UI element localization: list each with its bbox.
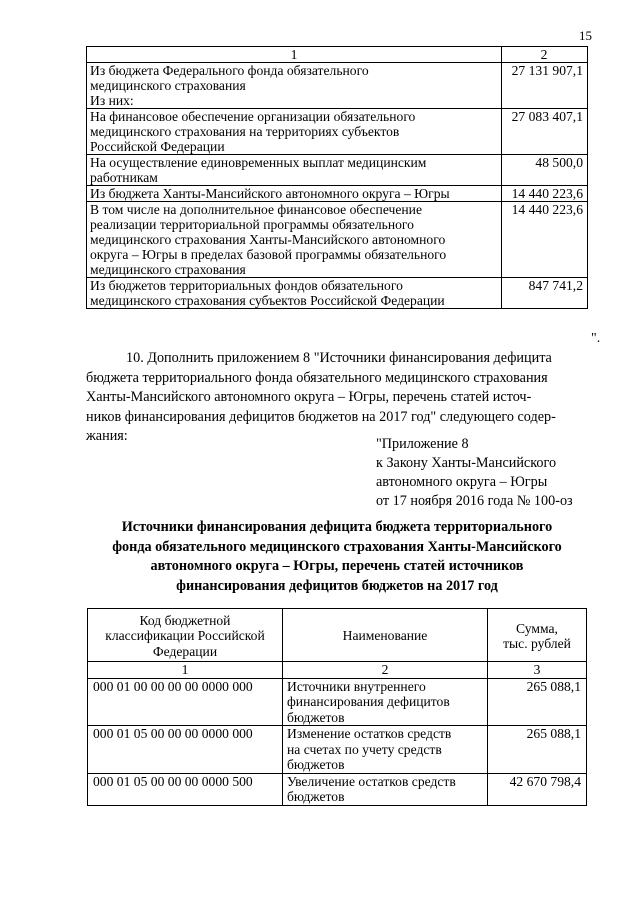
table-row xyxy=(87,278,588,309)
name-line: финансирования дефицитов xyxy=(287,694,450,709)
paragraph-line: Ханты-Мансийского автономного округа – Югры, перечень статей источ- xyxy=(86,389,532,406)
amendment-paragraph xyxy=(86,349,588,447)
paragraph-line: бюджета территориального фонда обязательного медицинского страхования xyxy=(86,369,548,386)
label-line: На осуществление единовременных выплат медицинским xyxy=(90,155,427,170)
table-row xyxy=(87,109,588,155)
appendix-line: от 17 ноября 2016 года № 100-оз xyxy=(376,493,573,509)
item-sum: 265 088,1 xyxy=(488,678,587,726)
label-line: На финансовое обеспечение организации обязательного xyxy=(90,109,416,124)
table-row xyxy=(88,726,587,774)
appendix-line: "Приложение 8 xyxy=(376,436,469,452)
row-value: 14 440 223,6 xyxy=(502,202,588,278)
label-line: медицинского страхования xyxy=(90,78,246,93)
header-line: Сумма, xyxy=(516,620,558,636)
table-row xyxy=(88,678,587,726)
label-line: медицинского страхования xyxy=(90,262,246,277)
budget-code: 000 01 05 00 00 00 0000 500 xyxy=(88,773,283,805)
item-sum: 42 670 798,4 xyxy=(488,773,587,805)
row-value: 14 440 223,6 xyxy=(502,186,588,202)
closing-quote-mark: ". xyxy=(591,331,601,346)
table-header-row xyxy=(87,47,588,63)
row-value: 27 083 407,1 xyxy=(502,109,588,155)
appendix-line: автономного округа – Югры xyxy=(376,474,548,490)
table-header-row xyxy=(88,609,587,662)
name-line: бюджетов xyxy=(287,789,345,804)
label-line: Из бюджетов территориальных фондов обязательного xyxy=(90,278,403,293)
name-line: Источники внутреннего xyxy=(287,678,426,694)
item-sum: 265 088,1 xyxy=(488,726,587,774)
row-value: 847 741,2 xyxy=(502,278,588,309)
row-label xyxy=(87,109,502,155)
page-number: 15 xyxy=(579,28,592,43)
label-line: Из бюджета Ханты-Мансийского автономного округа – Югры xyxy=(90,186,450,201)
table-row xyxy=(88,773,587,805)
column-index: 2 xyxy=(283,662,488,679)
label-line: медицинского страхования субъектов Российской Федерации xyxy=(90,293,445,308)
paragraph-line: ников финансирования дефицитов бюджетов на 2017 год" следующего содер- xyxy=(86,408,556,425)
title-line: финансирования дефицитов бюджетов на 2017 год xyxy=(176,577,498,594)
column-index: 3 xyxy=(488,662,587,679)
appendix-line: к Закону Ханты-Мансийского xyxy=(376,455,557,471)
deficit-sources-table xyxy=(87,608,587,806)
row-label xyxy=(87,186,502,202)
row-value: 48 500,0 xyxy=(502,155,588,186)
name-line: бюджетов xyxy=(287,757,345,772)
column-header-2: 2 xyxy=(502,47,588,63)
budget-code: 000 01 05 00 00 00 0000 000 xyxy=(88,726,283,774)
header-line: Код бюджетной xyxy=(139,612,231,628)
name-line: Увеличение остатков средств xyxy=(287,773,456,789)
code-column-header xyxy=(88,609,283,662)
name-column-header: Наименование xyxy=(283,609,488,662)
item-name xyxy=(283,678,488,726)
row-label xyxy=(87,278,502,309)
item-name xyxy=(283,773,488,805)
title-line: Источники финансирования дефицита бюджета территориального xyxy=(121,519,553,535)
paragraph-line: 10. Дополнить приложением 8 "Источники финансирования дефицита xyxy=(126,350,552,366)
header-line: классификации Российской xyxy=(105,628,265,644)
name-line: Изменение остатков средств xyxy=(287,726,452,741)
label-line: работникам xyxy=(90,170,158,185)
title-line: автономного округа – Югры, перечень статей источников xyxy=(150,558,524,575)
label-line: В том числе на дополнительное финансовое обеспечение xyxy=(90,202,422,217)
label-line: медицинского страхования на территориях субъектов xyxy=(90,124,400,139)
title-line: фонда обязательного медицинского страхования Ханты-Мансийского xyxy=(112,538,562,555)
label-line: Из бюджета Федерального фонда обязательного xyxy=(90,63,369,78)
column-index-row xyxy=(88,662,587,679)
appendix-title xyxy=(86,518,588,596)
row-label xyxy=(87,155,502,186)
appendix-reference xyxy=(376,435,573,511)
label-line: медицинского страхования Ханты-Мансийского автономного xyxy=(90,232,446,247)
table-row xyxy=(87,202,588,278)
name-line: на счетах по учету средств xyxy=(287,741,442,757)
label-line: Из них: xyxy=(90,93,134,108)
paragraph-line: жания: xyxy=(86,428,128,445)
header-line: тыс. рублей xyxy=(503,636,571,651)
item-name xyxy=(283,726,488,774)
funding-sources-table xyxy=(86,46,588,309)
name-line: бюджетов xyxy=(287,709,345,725)
table-row xyxy=(87,186,588,202)
row-label xyxy=(87,202,502,278)
sum-column-header xyxy=(488,609,587,662)
column-index: 1 xyxy=(88,662,283,679)
label-line: реализации территориальной программы обязательного xyxy=(90,217,414,232)
row-label xyxy=(87,63,502,109)
table-row xyxy=(87,63,588,109)
table-row xyxy=(87,155,588,186)
label-line: округа – Югры в пределах базовой программы обязательного xyxy=(90,247,447,262)
row-value: 27 131 907,1 xyxy=(502,63,588,109)
header-line: Федерации xyxy=(152,643,218,659)
column-header-1: 1 xyxy=(87,47,502,63)
label-line: Российской Федерации xyxy=(90,139,225,154)
budget-code: 000 01 00 00 00 00 0000 000 xyxy=(88,678,283,726)
